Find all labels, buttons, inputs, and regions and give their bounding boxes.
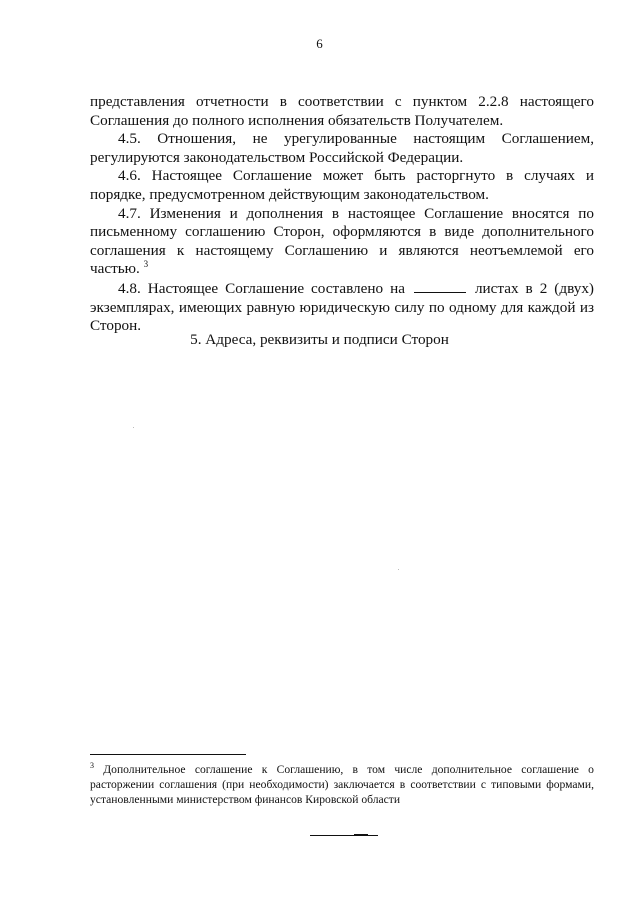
paragraph-4-8-text-start: 4.8. Настоящее Соглашение составлено на: [118, 279, 405, 297]
footnote-separator: [90, 754, 246, 755]
footnote: [90, 762, 594, 808]
page-number: 6: [316, 36, 323, 51]
footnote-reference: 3: [143, 259, 149, 270]
section-5-heading: 5. Адреса, реквизиты и подписи Сторон: [190, 331, 449, 348]
sheet-count-blank: [414, 279, 466, 293]
paragraph-4-7: [90, 205, 594, 279]
paragraph-continuation: представления отчетности в соответствии с пунктом 2.2.8 настоящего Соглашения до полного исполнения обязательств Получателем.: [90, 93, 594, 129]
footnote-marker: 3: [90, 761, 94, 771]
agreement-body: [90, 93, 594, 336]
paragraph-4-8: [90, 279, 594, 336]
paragraph-4-8-text-end: листах в 2 (двух) экземплярах, имеющих равную юридическую силу по одному для каждой из Сторон.: [90, 279, 594, 335]
footnote-text: Дополнительное соглашение к Соглашению, в том числе дополнительное соглашение о расторжении соглашения (при необходимости) заключается в соответствии с типовыми формами, установленными министерством финансов Кировской области: [90, 763, 594, 807]
paragraph-4-6: 4.6. Настоящее Соглашение может быть расторгнуто в случаях и порядке, предусмотренном действующим законодательством.: [90, 167, 594, 203]
end-rule-mark: [354, 834, 368, 836]
scan-speck: [133, 427, 134, 428]
paragraph-4-5: 4.5. Отношения, не урегулированные настоящим Соглашением, регулируются законодательством Российской Федерации.: [90, 130, 594, 166]
paragraph-4-7-text: 4.7. Изменения и дополнения в настоящее Соглашение вносятся по письменному соглашению Сторон, оформляются в виде дополнительного соглашения к настоящему Соглашению и являются неотъемлемой его частью.: [90, 204, 594, 278]
scan-speck: [398, 569, 399, 570]
